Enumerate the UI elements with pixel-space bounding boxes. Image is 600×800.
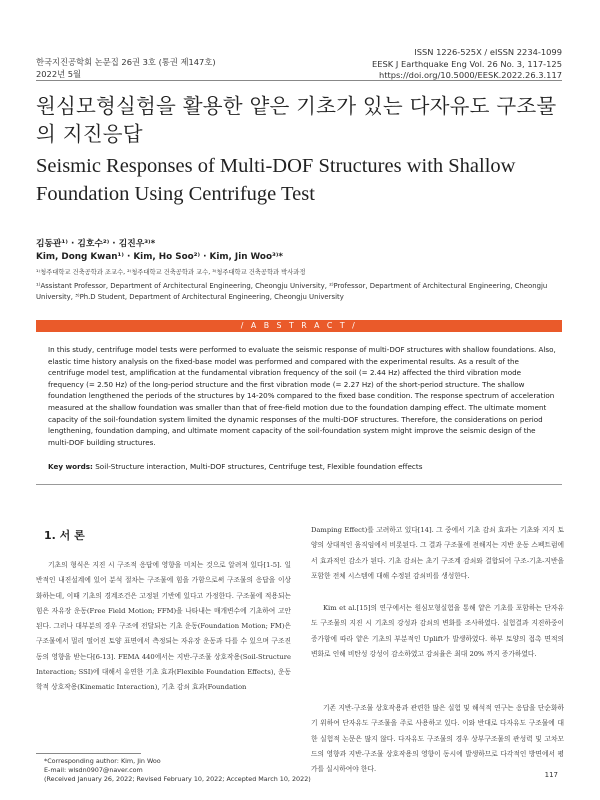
body-paragraph-left: 기초의 형식은 지진 시 구조적 응답에 영향을 미치는 것으로 알려져 있다[1-5]. 일반적인 내진설계에 있어 분석 절차는 구조물에 힘을 가함으로써 구조물의 응답을 이상화하는데, 이때 기초의 경계조건은 고정된 기반에 있다고 가정한다. 구조물에 적용되는 힘은 자유장 운동(Free Field Motion; FFM)을 나타내는 매개변수에 기초하여 고안된다. 그러나 대부분의 경우 구조에 전달되는 기초 운동(Foundation Motion; FM)은 구조물에서 멀리 떨어진 토양 표면에서 측정되는 자유장 운동과 다를 수 있으며 구조진동의 영향을 받는다[6-13]. FEMA 440에서는 지반-구조물 상호작용(Soil-Structure Interaction; SSI)에 대해서 유연한 기초 효과(Flexible Foundation Effects), 운동학적 상호작용(Kinematic Interaction), 기초 감쇠 효과(Foundation bbox=[36, 561, 291, 692]
body-paragraph-right-2: Kim et al.[15]의 연구에서는 원심모형실험을 통해 얕은 기초를 포함하는 단자유도 구조물의 지진 시 기초의 강성과 감쇠의 변화를 조사하였다. 실험결과 지진하중이 증가함에 따라 얕은 기초의 부분적인 Uplift가 발생하였다. 하부 토양의 접촉 면적의 변화로 인해 비탄성 강성이 감소하였고 감쇠율은 최대 20% 까지 증가하였다. bbox=[311, 604, 564, 658]
keywords bbox=[48, 462, 556, 471]
journal-title-en: EESK J Earthquake Eng Vol. 26 No. 3, 117-125 bbox=[372, 58, 562, 69]
abstract-text: In this study, centrifuge model tests were performed to evaluate the seismic response of multi-DOF structures with shallow foundations. Also, elastic time history analysis on the fixed-base model was performed and compared with the experimental results. As a result of the centrifuge model test, amplification at the fundamental vibration frequency of the soil (= 2.44 Hz) affected the third vibration mode frequency (= 2.50 Hz) of the long-period structure and the first vibration mode (= 2.27 Hz) of the short-period structure. The shallow foundation lengthened the periods of the structures by 14-20% compared to the fixed base condition. The response spectrum of acceleration measured at the shallow foundation was smaller than that of free-field motion due to the foundation damping effect. The ultimate moment capacity of the soil-foundation system limited the dynamic responses of the multi-DOF structures. Therefore, the considerations on period lengthening, foundation damping, and ultimate moment capacity of the soil-foundation system might improve the seismic design of the multi-DOF building structures. bbox=[48, 345, 556, 447]
section-heading-introduction: 1. 서 론 bbox=[44, 529, 85, 542]
doi-link[interactable]: https://doi.org/10.5000/EESK.2022.26.3.117 bbox=[378, 70, 562, 80]
corresponding-author: *Corresponding author: Kim, Jin Woo bbox=[44, 757, 161, 765]
issn: ISSN 1226-525X / eISSN 2234-1099 bbox=[414, 47, 562, 57]
footnote bbox=[44, 757, 311, 783]
keywords-label: Key words: bbox=[48, 462, 93, 471]
journal-title-ko: 한국지진공학회 논문집 26권 3호 (통권 제147호) bbox=[36, 57, 216, 67]
body-paragraph-right-3: 기존 지반-구조물 상호작용과 관련한 많은 실험 및 해석적 연구는 응답을 단순화하기 위하여 단자유도 구조물을 주로 사용하고 있다. 이와 반대로 다자유도 구조물에 대한 실험적 논문은 많지 않다. 다자유도 구조물의 경우 상부구조물의 관성력 및 고차모드의 영향과 지반-구조물 상호작용의 영향이 동시에 발생하므로 다각적인 방면에서 평가를 실시하여야 한다. bbox=[311, 704, 564, 774]
journal-header-left bbox=[36, 57, 216, 80]
footnote-divider bbox=[36, 753, 141, 754]
paper-title-ko: 원심모형실험을 활용한 얕은 기초가 있는 다자유도 구조물의 지진응답 bbox=[36, 94, 557, 146]
abstract-divider bbox=[36, 484, 562, 485]
page-number: 117 bbox=[544, 771, 558, 779]
body-paragraph-right-1: Damping Effect)를 고려하고 있다[14]. 그 중에서 기초 감쇠 효과는 기초와 지지 토양의 상대적인 움직임에서 비롯된다. 그 결과 구조물에 전해지는 지반 운동 스펙트럼에서 효과적인 감소가 된다. 기초 감쇠는 초기 구조계 감쇠와 결합되어 구조-기초-지반을 포함한 전체 시스템에 대해 수정된 감쇠비를 생성한다. bbox=[311, 526, 564, 580]
affiliation-en: ¹⁾Assistant Professor, Department of Architectural Engineering, Cheongju University, ²⁾Professor, Department of Architectural Engineering, Cheongju University, ³⁾Ph.D Student, Department of Architectural Engineering, Cheongju University bbox=[36, 282, 548, 301]
journal-header-right bbox=[372, 47, 562, 82]
header-divider bbox=[36, 80, 562, 81]
authors-en: Kim, Dong Kwan¹⁾ · Kim, Ho Soo²⁾ · Kim, Jin Woo³⁾* bbox=[36, 252, 283, 262]
affiliation-ko: ¹⁾청주대학교 건축공학과 조교수, ²⁾청주대학교 건축공학과 교수, ³⁾청주대학교 건축공학과 박사과정 bbox=[36, 269, 306, 276]
authors-ko: 김동관¹⁾ · 김호수²⁾ · 김진우³⁾* bbox=[36, 239, 156, 249]
abstract-banner: / A B S T R A C T / bbox=[36, 320, 562, 332]
issue-date-ko: 2022년 5월 bbox=[36, 68, 82, 79]
paper-title-en: Seismic Responses of Multi-DOF Structures with Shallow Foundation Using Centrifuge Test bbox=[36, 155, 516, 205]
received-dates: (Received January 26, 2022; Revised February 10, 2022; Accepted March 10, 2022) bbox=[44, 774, 311, 783]
author-email[interactable]: E-mail: wlsdn0907@naver.com bbox=[44, 765, 143, 774]
keywords-list: Soil-Structure interaction, Multi-DOF structures, Centrifuge test, Flexible foundation effects bbox=[95, 462, 423, 471]
